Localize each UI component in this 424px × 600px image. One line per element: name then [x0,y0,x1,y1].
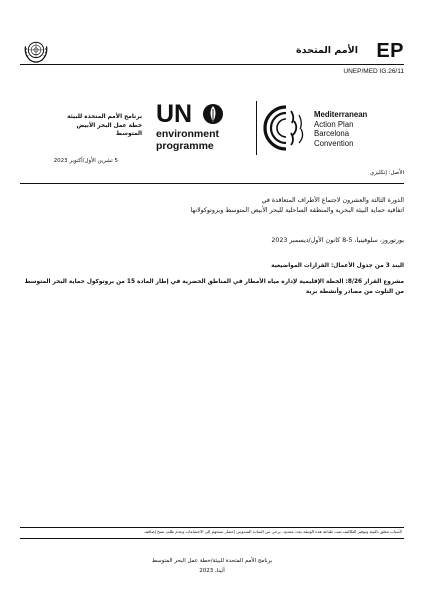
programme-line: برنامج الأمم المتحدة للبيئة [67,114,142,120]
organization-name: الأمم المتحدة [296,45,358,56]
document-date: 5 تشرين الأول/أكتوبر 2023 [53,158,118,164]
logo-divider [256,101,257,155]
map-logo-line: Action Plan [314,119,354,129]
meeting-title [74,196,404,216]
city-year-line: أثينا، 2023 [199,568,225,574]
map-logo-line: Barcelona [314,129,350,138]
meeting-subtitle-line: اتفاقية حماية البيئة البحرية والمنطقة الساحلية للبحر الأبيض المتوسط وبروتوكولاتها [190,207,404,214]
meeting-place-date: بورتوروز، سلوفينيا، 5-8 كانون الأول/ديسمبر 2023 [271,237,404,244]
draft-decision-title: مشروع القرار 8/26: الخطة الإقليمية لإدارة مياه الأمطار في المناطق الحضرية في إطار المادة 15 من بروتوكول حماية البحر المتوسط من التلوث من مصادر وأنشطة برية [24,279,404,295]
document-symbol: EP [376,40,404,62]
original-language: الأصل: إنكليزي [369,170,404,176]
unep-logo-environment: environment [156,128,220,140]
document-number: UNEP/MED IG.26/11 [343,68,404,75]
meta-divider [20,183,404,184]
meeting-title-line: الدورة الثالثة والعشرون لاجتماع الأطراف المتعاقدة في [261,197,404,204]
mediterranean-action-plan-icon [262,103,308,153]
programme-line: المتوسط [116,131,142,137]
programme-name-arabic [54,113,142,139]
un-emblem-icon [22,38,50,66]
header-divider [20,64,404,65]
unep-logo-programme: programme [156,140,214,152]
map-logo-line: Mediterranean [314,110,368,119]
footnote-text: لأسباب تتعلق بالبيئة وتوفير التكاليف تمت طباعة هذه الوثيقة بعدد محدود. يرجى من السادة المندوبين إحضار نسخهم إلى الاجتماعات وعدم طلب نسخ إضافية. [143,528,402,534]
programme-line: خطة عمل البحر الأبيض [76,122,142,129]
agenda-item: البند 3 من جدول الأعمال: القرارات المواضيعية [271,263,404,269]
unep-logo [156,101,254,157]
map-logo-line: Convention [314,138,354,148]
producer-line: برنامج الأمم المتحدة للبيئة/خطة عمل البحر المتوسط [151,558,273,564]
map-logo-text [314,110,367,148]
unep-logo-un: UN [156,100,193,128]
unep-globe-icon [202,103,224,125]
